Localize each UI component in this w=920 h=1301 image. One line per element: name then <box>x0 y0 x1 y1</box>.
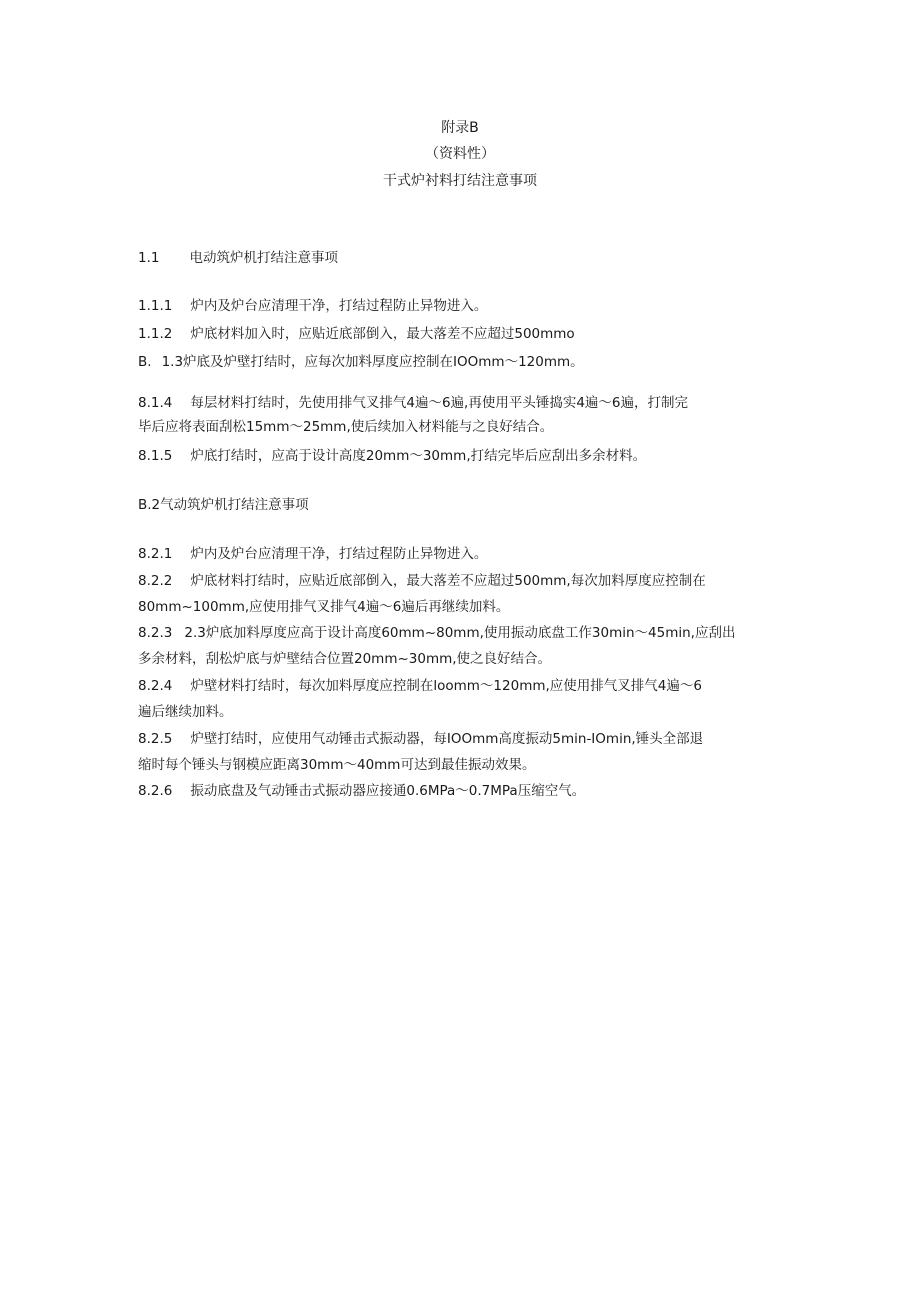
clause-1-1-3 <box>138 352 788 372</box>
clause-number: 1.1.2 <box>138 326 173 342</box>
section-1-title: 电动筑炉机打结注意事项 <box>189 250 338 266</box>
clause-text: 炉内及炉台应清理干净，打结过程防止异物进入。 <box>190 546 488 562</box>
clause-number: 8.2.3 <box>138 625 173 641</box>
clause-8-2-2 <box>138 571 788 591</box>
clause-8-2-6 <box>138 781 788 801</box>
clause-8-2-5-continued: 缩时每个锤头与钢模应距离30mm～40mm可达到最佳振动效果。 <box>138 757 536 773</box>
clause-number: B. <box>138 354 152 370</box>
clause-text: 炉底材料打结时，应贴近底部倒入，最大落差不应超过500mm,每次加料厚度应控制在 <box>190 573 706 589</box>
clause-text: 2.3炉底加料厚度应高于设计高度60mm~80mm,使用振动底盘工作30min～45min,应刮出 <box>184 625 736 641</box>
clause-8-1-4-continued: 毕后应将表面刮松15mm～25mm,使后续加入材料能与之良好结合。 <box>138 419 554 435</box>
section-2-heading: B.2气动筑炉机打结注意事项 <box>138 497 309 513</box>
clause-number: 8.1.4 <box>138 395 173 411</box>
document-title: 干式炉衬料打结注意事项 <box>383 173 537 189</box>
clause-text: 炉壁材料打结时，每次加料厚度应控制在loomm～120mm,应使用排气叉排气4遍～6 <box>190 678 702 694</box>
clause-text: 炉内及炉台应清理干净，打结过程防止异物进入。 <box>190 298 488 314</box>
appendix-label: 附录B <box>441 120 479 136</box>
clause-1-1-1 <box>138 296 788 316</box>
clause-1-1-2 <box>138 324 788 344</box>
clause-text: 炉底材料加入时，应贴近底部倒入，最大落差不应超过500mmo <box>190 326 575 342</box>
clause-number: 8.2.5 <box>138 731 173 747</box>
clause-8-2-4-continued: 遍后继续加料。 <box>138 704 233 720</box>
clause-number: 8.2.6 <box>138 783 173 799</box>
clause-text: 振动底盘及气动锤击式振动器应接通0.6MPa～0.7MPa压缩空气。 <box>190 783 586 799</box>
appendix-nature: （资料性） <box>425 146 495 162</box>
clause-text: 每层材料打结时，先使用排气叉排气4遍～6遍,再使用平头锤捣实4遍～6遍，打制完 <box>190 395 689 411</box>
clause-text: 炉壁打结时，应使用气动锤击式振动器，每IOOmm高度振动5min-IOmin,锤头全部退 <box>190 731 704 747</box>
clause-number: 8.1.5 <box>138 448 173 464</box>
section-1-heading <box>138 248 788 268</box>
clause-text: 炉底打结时，应高于设计高度20mm～30mm,打结完毕后应刮出多余材料。 <box>190 448 647 464</box>
clause-8-2-4 <box>138 676 788 696</box>
clause-number: 8.2.4 <box>138 678 173 694</box>
clause-8-2-3 <box>138 623 788 643</box>
clause-number: 8.2.1 <box>138 546 173 562</box>
section-1-number: 1.1 <box>138 250 160 266</box>
clause-8-2-5 <box>138 729 788 749</box>
clause-8-1-4 <box>138 393 788 413</box>
clause-text: 1.3炉底及炉壁打结时，应每次加料厚度应控制在IOOmm～120mm。 <box>161 354 584 370</box>
clause-8-2-3-continued: 多余材料，刮松炉底与炉壁结合位置20mm~30mm,使之良好结合。 <box>138 651 552 667</box>
clause-8-2-1 <box>138 544 788 564</box>
clause-number: 1.1.1 <box>138 298 173 314</box>
clause-number: 8.2.2 <box>138 573 173 589</box>
clause-8-1-5 <box>138 446 788 466</box>
clause-8-2-2-continued: 80mm~100mm,应使用排气叉排气4遍～6遍后再继续加料。 <box>138 599 510 615</box>
